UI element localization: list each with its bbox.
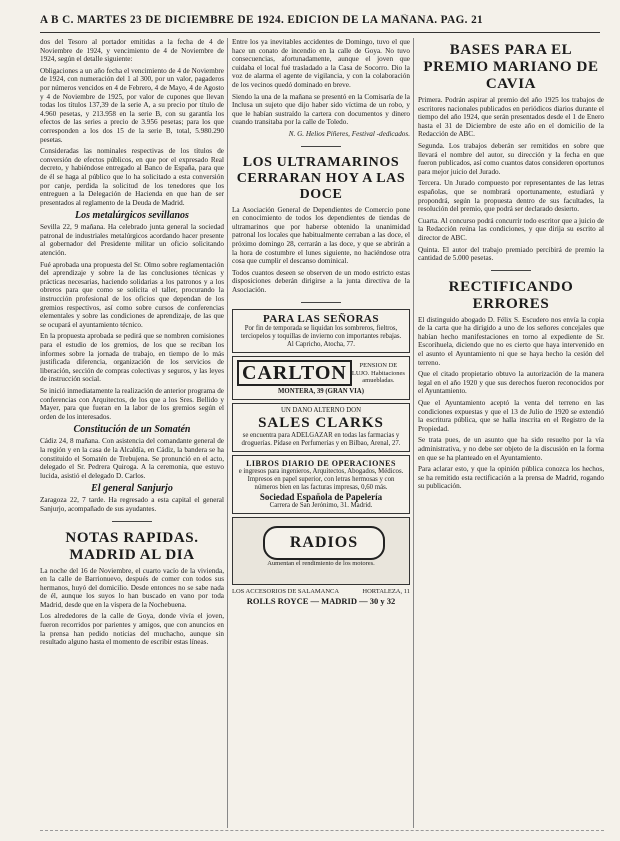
article-paragraph: Sevilla 22, 9 mañana. Ha celebrado junta general la sociedad patronal de industriales metalúrgicos acordando hacer presente al gobernador del Presidente militar un oficio solicitando atención. bbox=[40, 223, 224, 258]
ad-address: MONTERA, 39 (GRAN VIA) bbox=[278, 388, 364, 396]
ad-address-right: HORTALEZA, 11 bbox=[362, 588, 410, 596]
ad-carlton bbox=[232, 356, 410, 400]
article-paragraph: El distinguido abogado D. Félix S. Escudero nos envía la copia de la carta que ha dirigido a uno de los señores concejales que habían hecho manifestaciones en torno al expediente de Sr. Escorihuela, diciendo que no es cierto que haya intervenido en el asunto el Ayuntamiento ni que se haya hecho la cesión del terreno. bbox=[418, 315, 604, 367]
article-paragraph: Quinta. El autor del trabajo premiado percibirá de premio la cantidad de 5.000 pesetas. bbox=[418, 245, 604, 263]
column-3 bbox=[418, 38, 604, 494]
ornament-divider bbox=[232, 297, 410, 306]
article-paragraph: En la propuesta aprobada se pedirá que se nombren comisiones para el estudio de los gremios, de los que se reciban los informes sobre la jornada de trabajo, en tiempo de lo más justificada diferencia, organización de los servicios de liberación, sección de compras colectivas y seguros, y las leyes de instrucción social. bbox=[40, 332, 224, 384]
article-paragraph: Cádiz 24, 8 mañana. Con asistencia del comandante general de la región y en la casa de la Alcaldía, en Cádiz, la bandera se ha constituido el Somatén de Trebujena. Se pronunció en el acto, delegado el Sr. Pedrera Quiroga. A la ceremonia, que estuvo lucida, asistió el delegado D. Carlos. bbox=[40, 437, 224, 480]
column-2 bbox=[232, 38, 410, 606]
article-paragraph: dos del Tesoro al portador emitidas a la fecha de 4 de Noviembre de 1924, y vencimiento de 4 de Noviembre de 1924, según el detalle siguiente: bbox=[40, 38, 224, 64]
ornament-divider bbox=[232, 142, 410, 151]
headline-premio-cavia: BASES PARA EL PREMIO MARIANO DE CAVIA bbox=[423, 42, 599, 92]
article-paragraph: Entre los ya inevitables accidentes de Domingo, tuvo el que hace un conato de incendio en la calle de Goya. No tuvo consecuencias, afortunadamente, aunque el joven que cuidaba el local fué trasladado a la Casa de Socorro. Dio la voz de alarma el agente de vigilancia, y con la colaboración de los vecinos quedó dominado en breve. bbox=[232, 38, 410, 89]
article-paragraph: Se trata pues, de un asunto que ha sido resuelto por la vía administrativa, y no debe ser objeto de la discusión en la forma en que se ha planteado en el Ayuntamiento. bbox=[418, 436, 604, 462]
brand-logo: RADIOS bbox=[263, 526, 385, 560]
article-signature: N. G. Helios Piñeres, Festival -dedicados. bbox=[288, 129, 410, 138]
section-heading: El general Sanjurjo bbox=[91, 483, 173, 495]
ad-para-las-senoras bbox=[232, 309, 410, 353]
ad-body: Por fin de temporada se liquidan los sombreros, fieltros, terciopelos y toquillas de invierno con importantes rebajas. Al Capricho, Atocha, 77. bbox=[240, 325, 402, 349]
ad-sales-clarks bbox=[232, 403, 410, 452]
ad-kicker: UN DANO ALTERNO DON bbox=[281, 407, 361, 415]
ornament-divider bbox=[418, 266, 604, 275]
article-paragraph: Se inició inmediatamente la realización de anterior programa de conferencias con Arquitectos, de los que a los Sres. Bellido y Mayer, para que fueran en la labor de los gremios según el orden de los interesados. bbox=[40, 386, 224, 421]
ad-body: e ingresos para ingenieros, Arquitectos, Abogados, Médicos. Impresos en papel superior, con letras hermosas y con números bien en las facturas impresas, 0,60 más. bbox=[238, 468, 404, 492]
article-paragraph: Que el citado propietario obtuvo la autorización de la manera legal en el año 1920 y que sus derechos fueron reconocidos por el Ayuntamiento. bbox=[418, 370, 604, 396]
article-paragraph: Para aclarar esto, y que la opinión pública conozca los hechos, se ha remitido esta rectificación a la prensa de Madrid, rogando su publicación. bbox=[418, 465, 604, 491]
ad-body: PENSION DE LUJO. Habitaciones amuebladas. bbox=[351, 362, 405, 385]
article-paragraph: Consideradas las nominales respectivas de los títulos de conversión de efectos públicos, en que por el expresado Real decreto, y habiéndose entregado al Banco de España, para que de él se haga al público que lo ha solicitado a esta conversión por canje, perdida la solicitud de los tenedores que los entreguen a la Delegación de Hacienda en que han de ser presentados al reglamento de la Deuda de Madrid. bbox=[40, 147, 224, 207]
ad-radios bbox=[232, 517, 410, 585]
article-paragraph: Primera. Podrán aspirar al premio del año 1925 los trabajos de escritores nacionales publicados en periódicos diarios durante el tiempo del año 1924, que serán presentados desde el 1 de Enero hasta el 31 de Diciembre de este año en el domicilio de la Redacción de ABC. bbox=[418, 96, 604, 139]
headline-rectificando: RECTIFICANDO ERRORES bbox=[448, 278, 574, 312]
ad-society: Sociedad Española de Papelería bbox=[259, 492, 383, 503]
ad-title: PARA LAS SEÑORAS bbox=[263, 313, 379, 326]
article-paragraph: Cuarta. Al concurso podrá concurrir todo escritor que a juicio de la Redacción reúna las condiciones, y que dirija su escrito al director de ABC. bbox=[418, 216, 604, 242]
article-paragraph: Los alrededores de la calle de Goya, donde vivía el joven, fueron recorridos por parientes y amigos, que con anuncios en la prensa han pedido noticias del muchacho, aunque sin resultado alguno hasta el momento de escribir estas líneas. bbox=[40, 612, 224, 647]
article-paragraph: Obligaciones a un año fecha el vencimiento de 4 de Noviembre de 1924, con numeración del 1 al 300, por un valor, pagaderos por números vencidos en 4 de Febrero, 4 de Mayo, 4 de Agosto y 4 de Noviembre de 1925, por valor de cupones que llevan todas los títulos 137,39 de la serie A, a su precio por título de 4.960 pesetas, y 213.958 en la serie B, con su garantía los efectos de las series a precio de 3.956 pesetas; para los que corresponden a los dos 15 de la serie B, total, 5.980.290 pesetas. bbox=[40, 66, 224, 144]
article-paragraph: Segunda. Los trabajos deberán ser remitidos en sobre que llevará el nombre del autor, su dirección y la fecha en que fueron publicados, así como cuantos datos consideren oportunos para mejor juicio del Jurado. bbox=[418, 141, 604, 176]
headline-ultramarinos: LOS ULTRAMARINOS CERRARAN HOY A LAS DOCE bbox=[236, 154, 406, 202]
page-header: A B C. MARTES 23 DE DICIEMBRE DE 1924. EDICION DE LA MAÑANA. PAG. 21 bbox=[40, 14, 600, 33]
ad-address-row bbox=[232, 588, 410, 596]
ad-body: se encuentra para ADELGAZAR en todas las farmacias y droguerías. Pídase en Perfumerías y en Bilbao, Arenal, 27. bbox=[241, 432, 401, 448]
article-paragraph: Que el Ayuntamiento aceptó la venta del terreno en las condiciones expuestas y que el 13 de Julio de 1920 se extendió la escritura pública, que se halla inscrita en el Registro de la Propiedad. bbox=[418, 399, 604, 433]
ad-address-left: LOS ACCESORIOS DE SALAMANCA bbox=[232, 588, 340, 596]
headline-notas-rapidas: NOTAS RAPIDAS. MADRID AL DIA bbox=[65, 529, 199, 563]
article-paragraph: Todos cuantos deseen se observen de un modo estricto estas disposiciones deberán dirigirse a la junta directiva de la Asociación. bbox=[232, 268, 410, 294]
ornament-divider bbox=[40, 517, 224, 526]
column-rule bbox=[413, 38, 414, 828]
section-heading: Constitución de un Somatén bbox=[73, 424, 191, 436]
ad-libros-diario bbox=[232, 455, 410, 514]
column-rule bbox=[227, 38, 228, 828]
article-paragraph: La Asociación General de Dependientes de Comercio pone en conocimiento de todos los dependientes de tiendas de ultramarinos que por haberse obtenido la unanimidad patronal los locales que habitualmente cerraban a las doce, el próximo domingo 28, cerrarán a las doce, y que se abrirán a la hora de costumbre el lunes siguiente, no haciéndose otra cosa que cumplir el descanso dominical. bbox=[232, 205, 410, 266]
article-paragraph: Siendo la una de la mañana se presentó en la Comisaría de la Inclusa un sujeto que dijo haber sido víctima de un robo, y que le habían sustraído la cartera con documentos y dinero cuando transitaba por la calle de Toledo. bbox=[232, 92, 410, 127]
ad-address-center: ROLLS ROYCE — MADRID — 30 y 32 bbox=[246, 596, 396, 607]
article-paragraph: Tercera. Un Jurado compuesto por representantes de las letras españolas, que se nombrará oportunamente, estudiará y propondrá, según la propuesta dentro de sus facultades, la resolución del premio, que podrá ser declarado desierto. bbox=[418, 179, 604, 214]
ad-title: SALES CLARKS bbox=[258, 415, 384, 432]
ad-address: Carrera de San Jerónimo, 31. Madrid. bbox=[269, 502, 373, 510]
ad-slogan: Aumentan el rendimiento de los motores. bbox=[267, 560, 375, 568]
column-1 bbox=[40, 38, 224, 650]
article-paragraph: Fué aprobada una propuesta del Sr. Olmo sobre reglamentación del aprendizaje y sobre la de las conclusiones técnicas y prácticas necesarias, haciendo solidarias a los patronos y a los obreros para que como se solicita el taller, procurando la instrucción profesional de los oficios que dependan de los gremios respectivos, así como sobre cursos de conferencias elementales y sobre las condiciones de aprendizaje, de las que se ocupará el ayuntamiento técnico. bbox=[40, 260, 224, 329]
carlton-logo: CARLTON bbox=[237, 360, 352, 386]
ad-title: LIBROS DIARIO DE OPERACIONES bbox=[246, 459, 396, 469]
section-heading: Los metalúrgicos sevillanos bbox=[75, 210, 189, 222]
article-paragraph: La noche del 16 de Noviembre, el cuarto vacío de la vivienda, en la calle de Barrionuevo, después de comer con todos sus hermanos, huyó del domicilio. Desde entonces no se sabe nada de él, aunque los suyos lo han buscado en vano por toda Madrid, desde que en la víspera de la Nochebuena. bbox=[40, 566, 224, 609]
footer-rule bbox=[40, 830, 604, 831]
article-paragraph: Zaragoza 22, 7 tarde. Ha regresado a esta capital el general Sanjurjo, acompañado de sus ayudantes. bbox=[40, 496, 224, 513]
